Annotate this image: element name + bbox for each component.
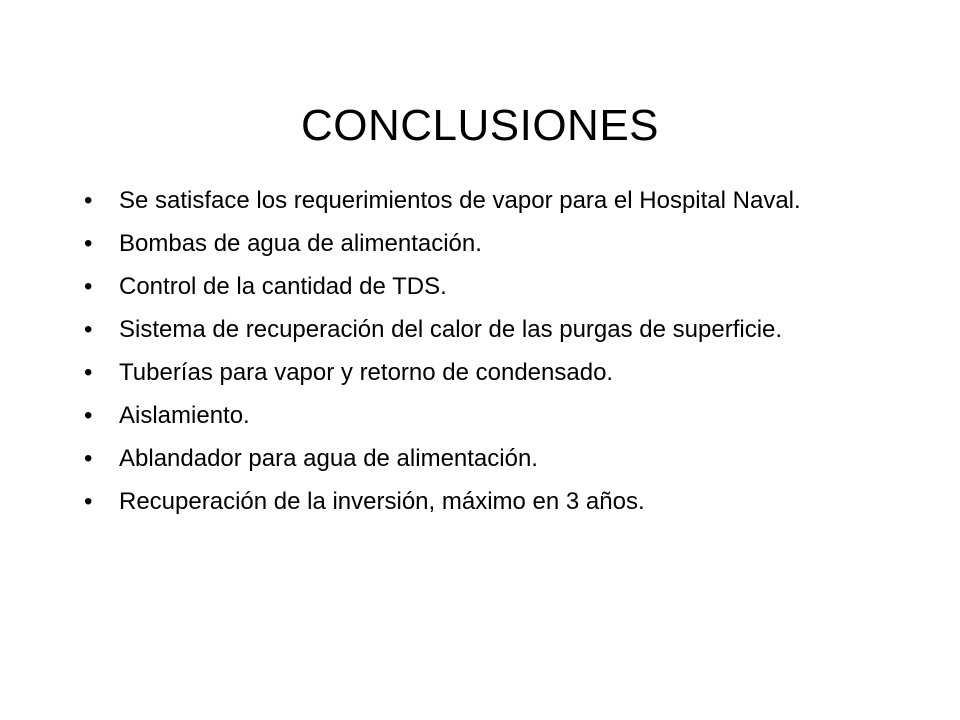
bullet-text: Bombas de agua de alimentación. — [119, 230, 482, 257]
list-item — [78, 358, 858, 388]
bullet-dot-icon: • — [84, 230, 93, 257]
bullet-text: Sistema de recuperación del calor de las purgas de superficie. — [119, 316, 783, 343]
bullet-dot-icon: • — [84, 445, 93, 472]
bullet-dot-icon: • — [84, 488, 93, 515]
bullet-text: Tuberías para vapor y retorno de condensado. — [119, 359, 614, 386]
slide-title: CONCLUSIONES — [300, 101, 660, 150]
bullet-text: Ablandador para agua de alimentación. — [119, 445, 538, 472]
bullet-text: Recuperación de la inversión, máximo en 3 años. — [119, 488, 645, 515]
bullet-text: Control de la cantidad de TDS. — [119, 273, 447, 300]
bullet-list — [78, 186, 858, 530]
bullet-dot-icon: • — [84, 187, 93, 214]
bullet-dot-icon: • — [84, 359, 93, 386]
list-item — [78, 487, 858, 517]
list-item — [78, 401, 858, 431]
list-item — [78, 272, 858, 302]
bullet-dot-icon: • — [84, 316, 93, 343]
list-item — [78, 186, 858, 216]
list-item — [78, 315, 858, 345]
bullet-dot-icon: • — [84, 273, 93, 300]
bullet-text: Se satisface los requerimientos de vapor para el Hospital Naval. — [119, 187, 801, 214]
bullet-dot-icon: • — [84, 402, 93, 429]
list-item — [78, 229, 858, 259]
bullet-text: Aislamiento. — [119, 402, 250, 429]
list-item — [78, 444, 858, 474]
